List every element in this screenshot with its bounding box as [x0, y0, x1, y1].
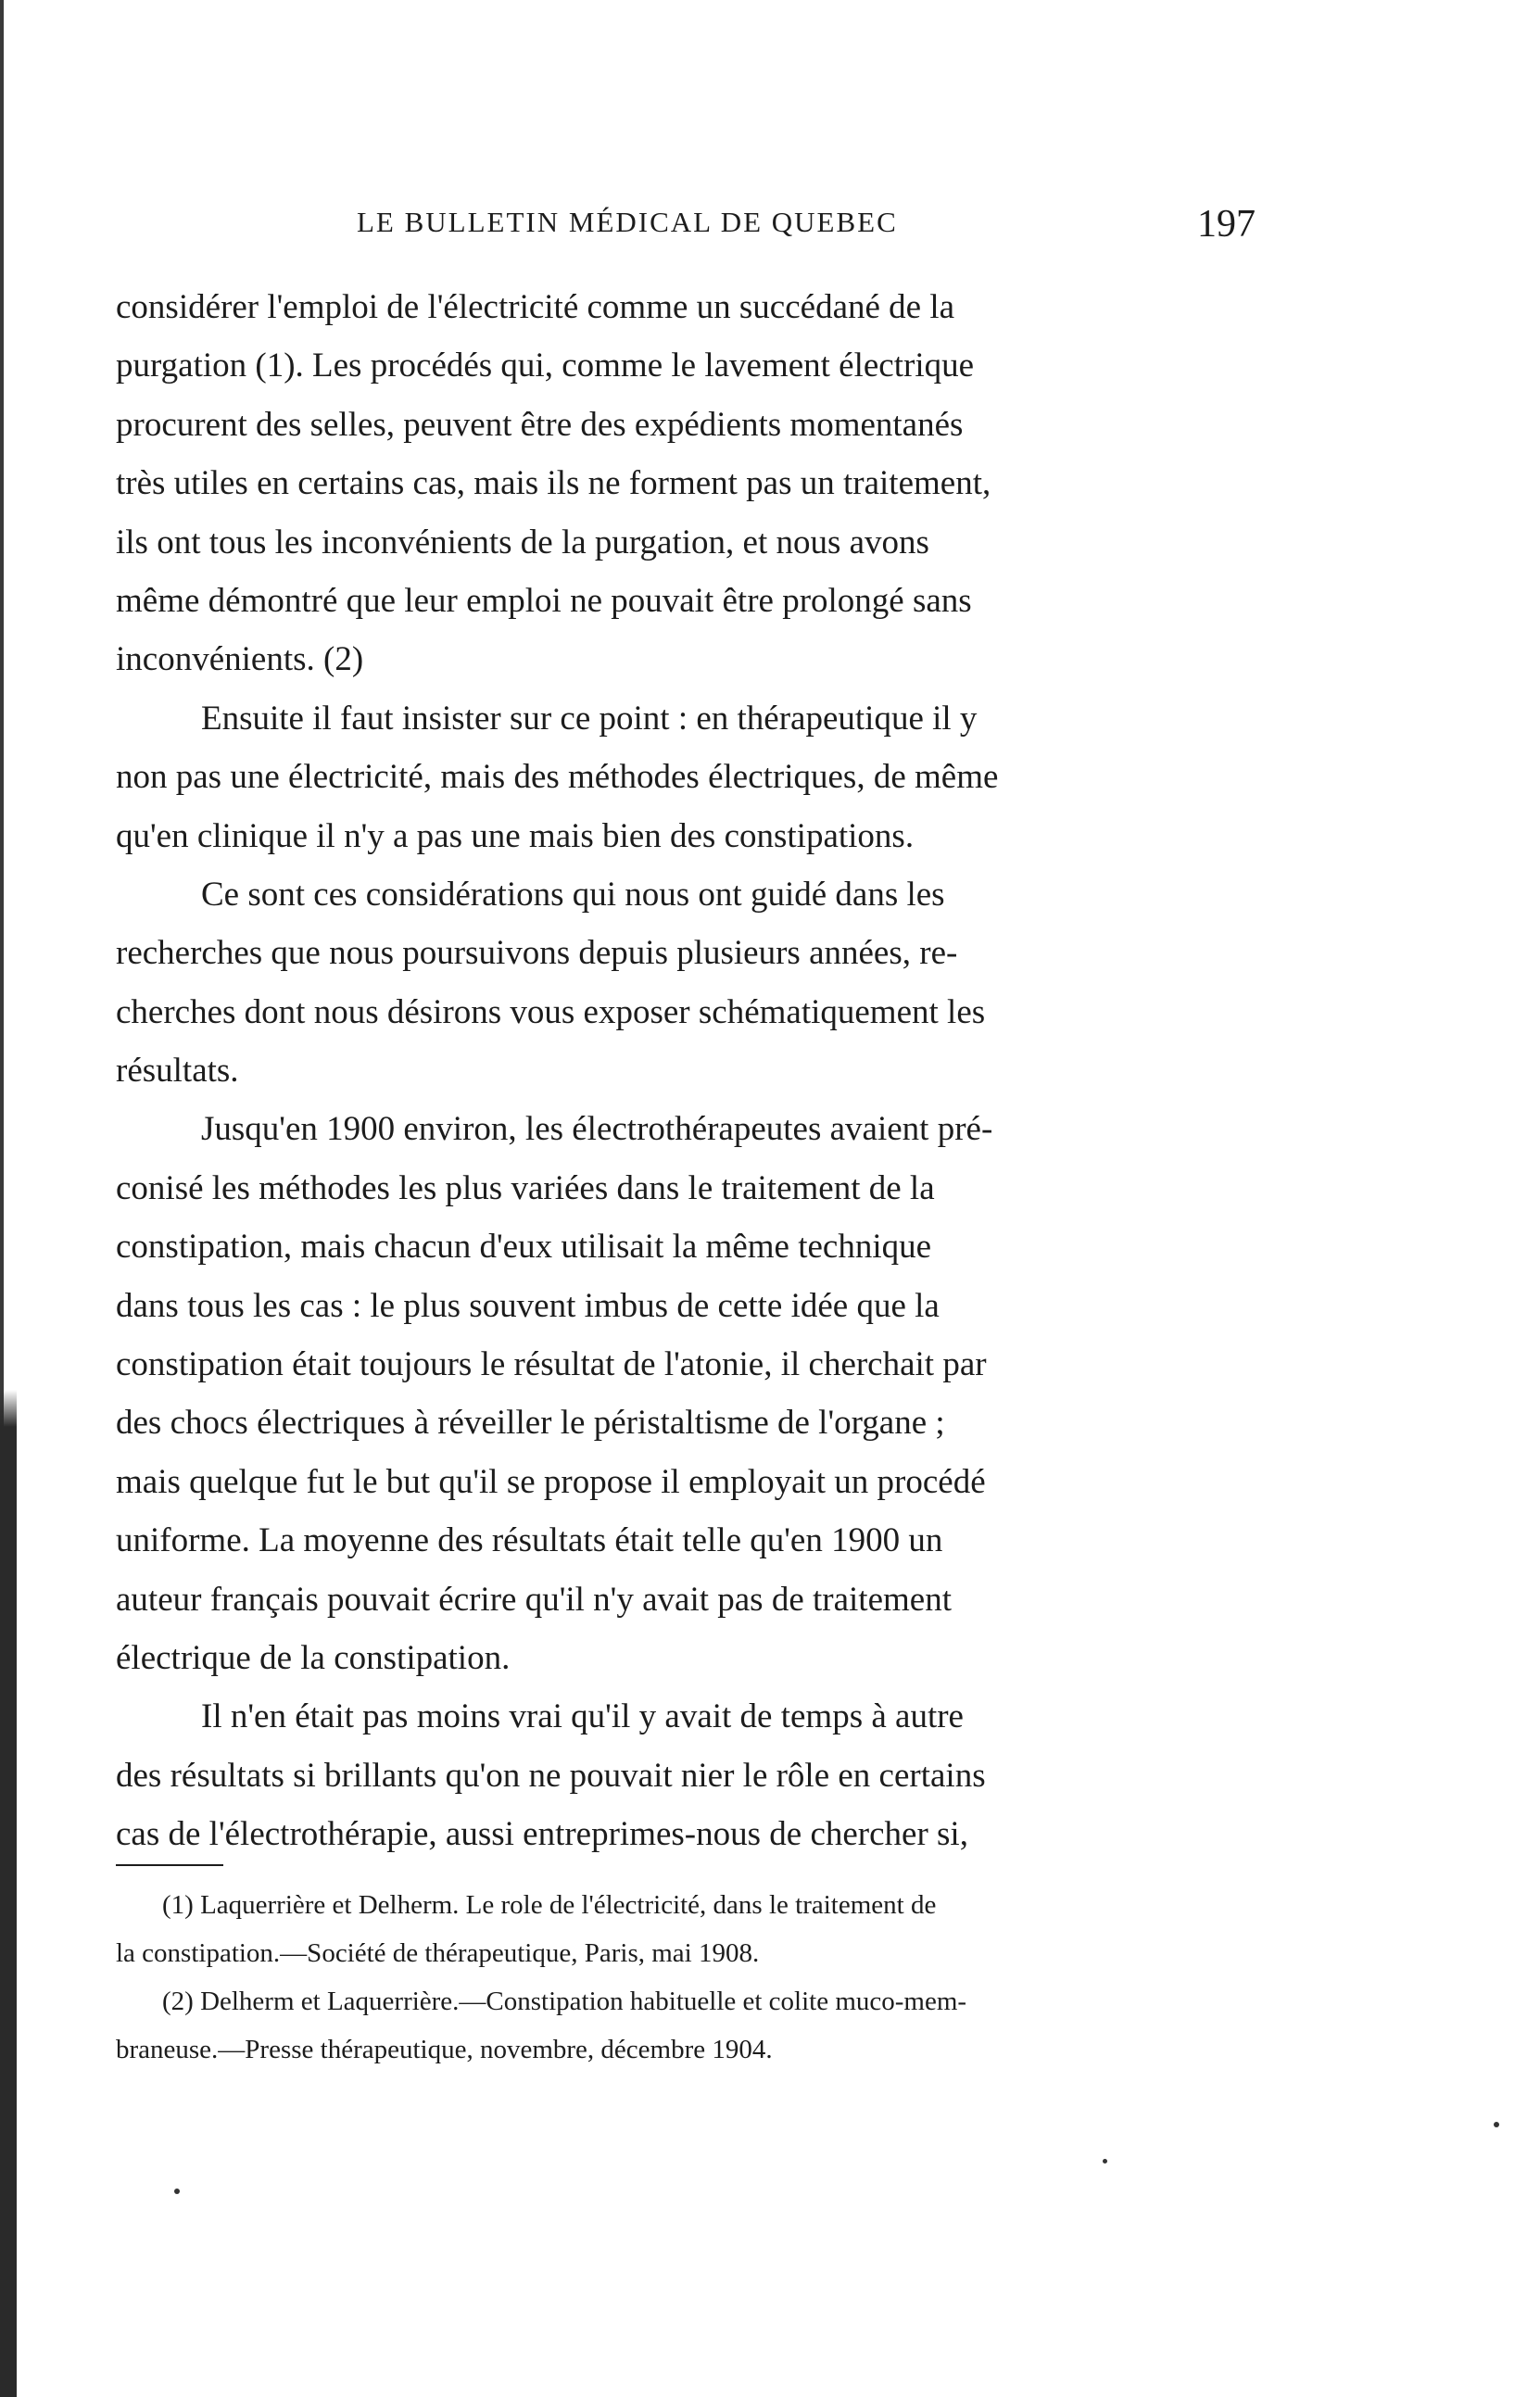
footnote-1: (1) Laquerrière et Delherm. Le role de l'électricité, dans le traitement de — [162, 1890, 937, 1920]
text-line: constipation était toujours le résultat de l'atonie, il cherchait par — [116, 1345, 987, 1384]
footnotes — [116, 1881, 1256, 2074]
text-line: purgation (1). Les procédés qui, comme le lavement électrique — [116, 347, 975, 385]
footnote-2-continued: braneuse.—Presse thérapeutique, novembre, décembre 1904. — [116, 2035, 773, 2064]
print-speck — [1103, 2159, 1107, 2164]
paragraph-first-line: Ensuite il faut insister sur ce point : en thérapeutique il y — [201, 699, 978, 738]
text-line: qu'en clinique il n'y a pas une mais bien des constipations. — [116, 816, 915, 855]
body-text — [116, 278, 1256, 1864]
text-line: conisé les méthodes les plus variées dans le traitement de la — [116, 1168, 935, 1207]
page-binding-shadow — [0, 1390, 17, 2397]
text-line: très utiles en certains cas, mais ils ne forment pas un traitement, — [116, 464, 991, 503]
page-number: 197 — [1197, 203, 1256, 246]
text-line: des chocs électriques à réveiller le péristaltisme de l'organe ; — [116, 1404, 945, 1443]
paragraph-first-line: Il n'en était pas moins vrai qu'il y avait de temps à autre — [201, 1697, 964, 1736]
text-line: mais quelque fut le but qu'il se propose il employait un procédé — [116, 1462, 986, 1501]
text-line: ils ont tous les inconvénients de la purgation, et nous avons — [116, 523, 929, 561]
print-speck — [1494, 2122, 1499, 2127]
text-line: procurent des selles, peuvent être des expédients momentanés — [116, 405, 964, 444]
text-line: auteur français pouvait écrire qu'il n'y avait pas de traitement — [116, 1580, 952, 1619]
page-header — [116, 202, 1256, 258]
text-line: considérer l'emploi de l'électricité comme un succédané de la — [116, 288, 955, 326]
paragraph-first-line: Ce sont ces considérations qui nous ont guidé dans les — [201, 875, 945, 914]
text-line: constipation, mais chacun d'eux utilisait la même technique — [116, 1228, 932, 1267]
footnote-2: (2) Delherm et Laquerrière.—Constipation habituelle et colite muco-mem- — [162, 1987, 967, 2016]
text-line: cherches dont nous désirons vous exposer schématiquement les — [116, 992, 986, 1031]
print-speck — [174, 2189, 180, 2194]
text-line: résultats. — [116, 1052, 239, 1091]
footnote-1-continued: la constipation.—Société de thérapeutique, Paris, mai 1908. — [116, 1938, 760, 1968]
text-line: non pas une électricité, mais des méthodes électriques, de même — [116, 758, 999, 797]
text-line: recherches que nous poursuivons depuis plusieurs années, re- — [116, 934, 958, 973]
text-line: cas de l'électrothérapie, aussi entreprimes-nous de chercher si, — [116, 1815, 968, 1854]
paragraph-first-line: Jusqu'en 1900 environ, les électrothérapeutes avaient pré- — [201, 1110, 993, 1149]
text-line: même démontré que leur emploi ne pouvait être prolongé sans — [116, 581, 972, 620]
text-line: dans tous les cas : le plus souvent imbus de cette idée que la — [116, 1286, 940, 1325]
running-title: LE BULLETIN MÉDICAL DE QUEBEC — [357, 206, 898, 238]
text-line: inconvénients. (2) — [116, 640, 364, 679]
footnote-separator — [116, 1864, 223, 1866]
text-line: uniforme. La moyenne des résultats était telle qu'en 1900 un — [116, 1521, 943, 1560]
text-line: des résultats si brillants qu'on ne pouvait nier le rôle en certains — [116, 1756, 986, 1795]
text-line: électrique de la constipation. — [116, 1638, 511, 1677]
